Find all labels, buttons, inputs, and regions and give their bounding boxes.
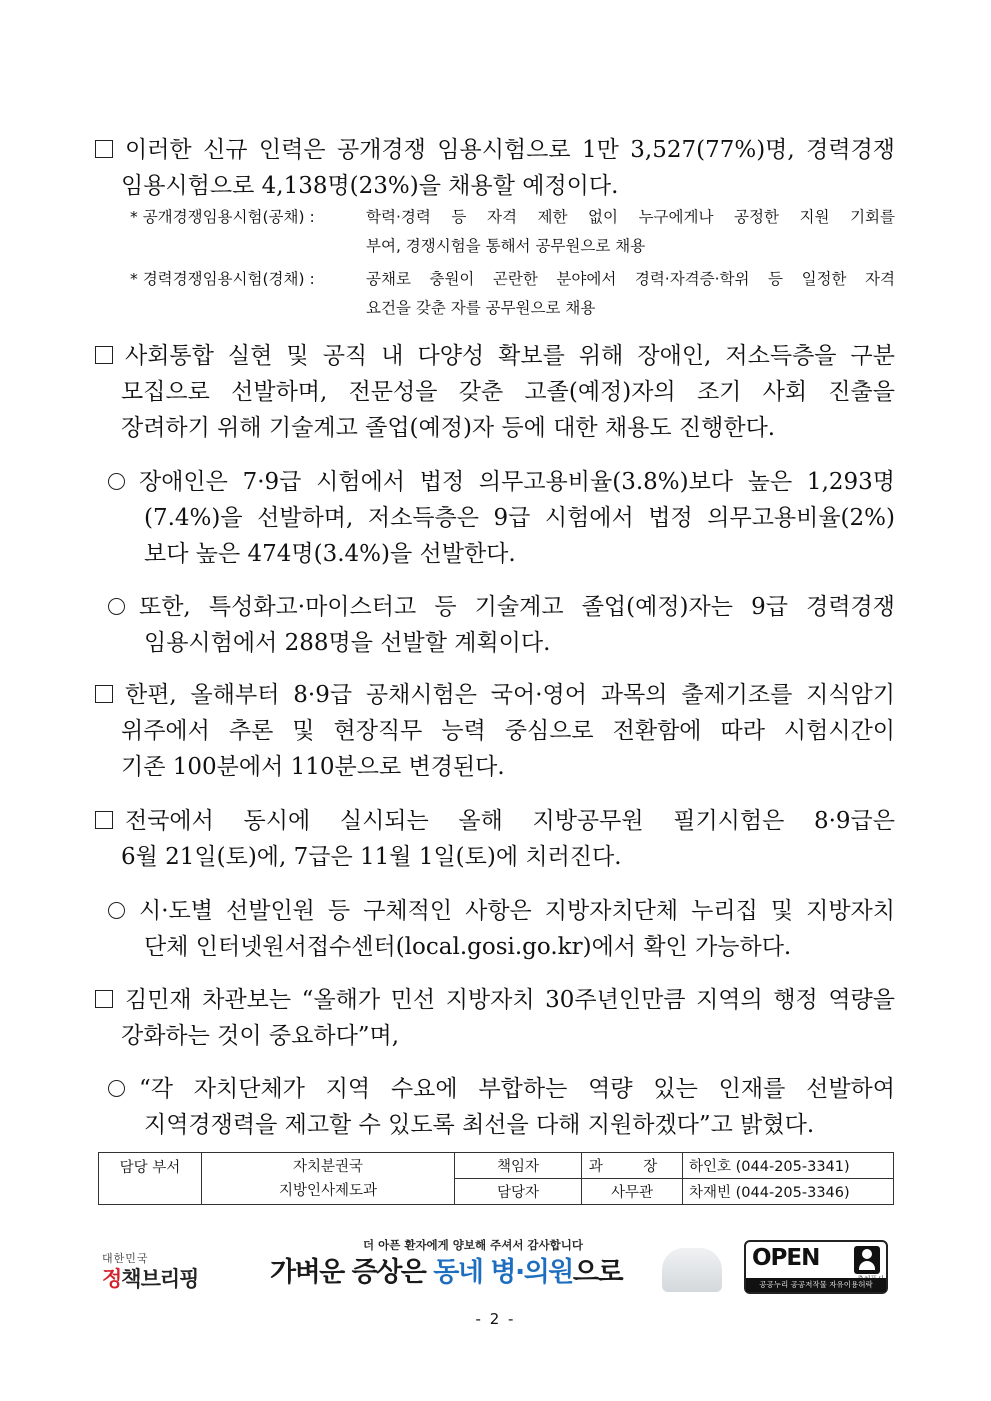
banner-headline: 가벼운 증상은 동네 병·의원으로: [270, 1257, 623, 1288]
footer-banner-area: [98, 1236, 894, 1298]
checkbox-bullet-icon: [95, 811, 113, 829]
checkbox-bullet-icon: [95, 990, 113, 1008]
circle-bullet-icon: [108, 1080, 125, 1097]
paragraph-line: 시·도별 선발인원 등 구체적인 사항은 지방자치단체 누리집 및 지방자치: [139, 898, 895, 924]
paragraph-vice-minister-quote: [95, 982, 895, 1054]
paragraph-line: 6월 21일(토)에, 7급은 11월 1일(토)에 치러진다.: [121, 844, 622, 870]
paragraph-line: 사회통합 실현 및 공직 내 다양성 확보를 위해 장애인, 저소득층을 구분: [125, 343, 895, 369]
paragraph-line: 임용시험으로 4,138명(23%)을 채용할 예정이다.: [121, 173, 619, 199]
checkbox-bullet-icon: [95, 685, 113, 703]
paragraph-line: 임용시험에서 288명을 선발할 계획이다.: [144, 630, 551, 656]
footnote-open-competition: [130, 203, 895, 261]
footnote-line: 학력·경력 등 자격 제한 없이 누구에게나 공정한 지원 기회를: [366, 208, 895, 226]
paragraph-line: 장애인은 7·9급 시험에서 법정 의무고용비율(3.8%)보다 높은 1,293명: [139, 469, 895, 495]
banner-illustration-icon: [662, 1248, 722, 1292]
subparagraph-disabled-low-income: [108, 464, 895, 572]
contact-table: [98, 1152, 894, 1205]
position-cell: 사무관: [582, 1179, 683, 1205]
paragraph-exam-change: [95, 677, 895, 785]
page-number: - 2 -: [475, 1310, 516, 1328]
circle-bullet-icon: [108, 598, 125, 615]
paragraph-line: 김민재 차관보는 “올해가 민선 지방자치 30주년인만큼 지역의 행정 역량을: [125, 987, 895, 1013]
campaign-banner: [270, 1236, 716, 1296]
paragraph-exam-dates: [95, 803, 895, 875]
footnote-mark: *: [130, 270, 138, 288]
paragraph-line: 위주에서 추론 및 현장직무 능력 중심으로 전환함에 따라 시험시간이: [121, 718, 895, 744]
paragraph-line: (7.4%)을 선발하며, 저소득층은 9급 시험에서 법정 의무고용비율(2%): [144, 505, 895, 531]
checkbox-bullet-icon: [95, 346, 113, 364]
dept-label-cell: 담당 부서: [99, 1153, 202, 1205]
paragraph-line: “각 자치단체가 지역 수요에 부합하는 역량 있는 인재를 선발하여: [139, 1076, 895, 1102]
paragraph-line: 장려하기 위해 기술계고 졸업(예정)자 등에 대한 채용도 진행한다.: [121, 415, 776, 441]
paragraph-line: 단체 인터넷원서접수센터(local.gosi.go.kr)에서 확인 가능하다.: [144, 934, 792, 960]
footnote-line: 공채로 충원이 곤란한 분야에서 경력·자격증·학위 등 일정한 자격: [366, 270, 895, 288]
position-cell: 과 장: [582, 1153, 683, 1179]
paragraph-line: 전국에서 동시에 실시되는 올해 지방공무원 필기시험은 8·9급은: [125, 808, 895, 834]
paragraph-social-integration: [95, 338, 895, 446]
org-line: 지방인사제도과: [278, 1182, 378, 1199]
paragraph-line: 보다 높은 474명(3.4%)을 선발한다.: [144, 541, 516, 567]
attribution-person-icon: [854, 1246, 880, 1274]
org-cell: [202, 1153, 455, 1205]
subparagraph-technical-high-school: [108, 589, 895, 661]
name-phone-cell: 하인호 (044-205-3341): [683, 1153, 894, 1179]
kogl-open-license-logo: OPEN 공공누리 공공저작물 자유이용허락: [744, 1240, 888, 1294]
table-row: [99, 1153, 894, 1179]
paragraph-line: 지역경쟁력을 제고할 수 있도록 최선을 다해 지원하겠다”고 밝혔다.: [144, 1112, 815, 1138]
org-line: 자치분권국: [292, 1158, 364, 1175]
paragraph-line: 모집으로 선발하며, 전문성을 갖춘 고졸(예정)자의 조기 사회 진출을: [121, 379, 895, 405]
footnote-line: 요건을 갖춘 자를 공무원으로 채용: [366, 299, 596, 317]
paragraph-line: 또한, 특성화고·마이스터고 등 기술계고 졸업(예정)자는 9급 경력경쟁: [139, 594, 895, 620]
paragraph-line: 이러한 신규 인력은 공개경쟁 임용시험으로 1만 3,527(77%)명, 경력경쟁: [125, 137, 895, 163]
footnote-line: 부여, 경쟁시험을 통해서 공무원으로 채용: [366, 237, 646, 255]
policy-briefing-logo: 대한민국 정책브리핑: [102, 1252, 199, 1291]
role-cell: 담당자: [455, 1179, 582, 1205]
footnote-term: 경력경쟁임용시험(경채) :: [142, 270, 315, 288]
role-cell: 책임자: [455, 1153, 582, 1179]
paragraph-new-hires: [95, 132, 895, 204]
circle-bullet-icon: [108, 473, 125, 490]
footnote-mark: *: [130, 208, 138, 226]
banner-subtitle: 더 아픈 환자에게 양보해 주셔서 감사합니다: [363, 1238, 583, 1252]
paragraph-line: 강화하는 것이 중요하다”며,: [121, 1023, 400, 1049]
subparagraph-details-site: [108, 893, 895, 965]
paragraph-line: 기존 100분에서 110분으로 변경된다.: [121, 754, 505, 780]
name-phone-cell: 차재빈 (044-205-3346): [683, 1179, 894, 1205]
subparagraph-quote-continued: [108, 1071, 895, 1143]
paragraph-line: 한편, 올해부터 8·9급 공채시험은 국어·영어 과목의 출제기조를 지식암기: [125, 682, 895, 708]
circle-bullet-icon: [108, 902, 125, 919]
footnote-career-competition: [130, 265, 895, 323]
checkbox-bullet-icon: [95, 140, 113, 158]
footnote-term: 공개경쟁임용시험(공채) :: [142, 208, 315, 226]
